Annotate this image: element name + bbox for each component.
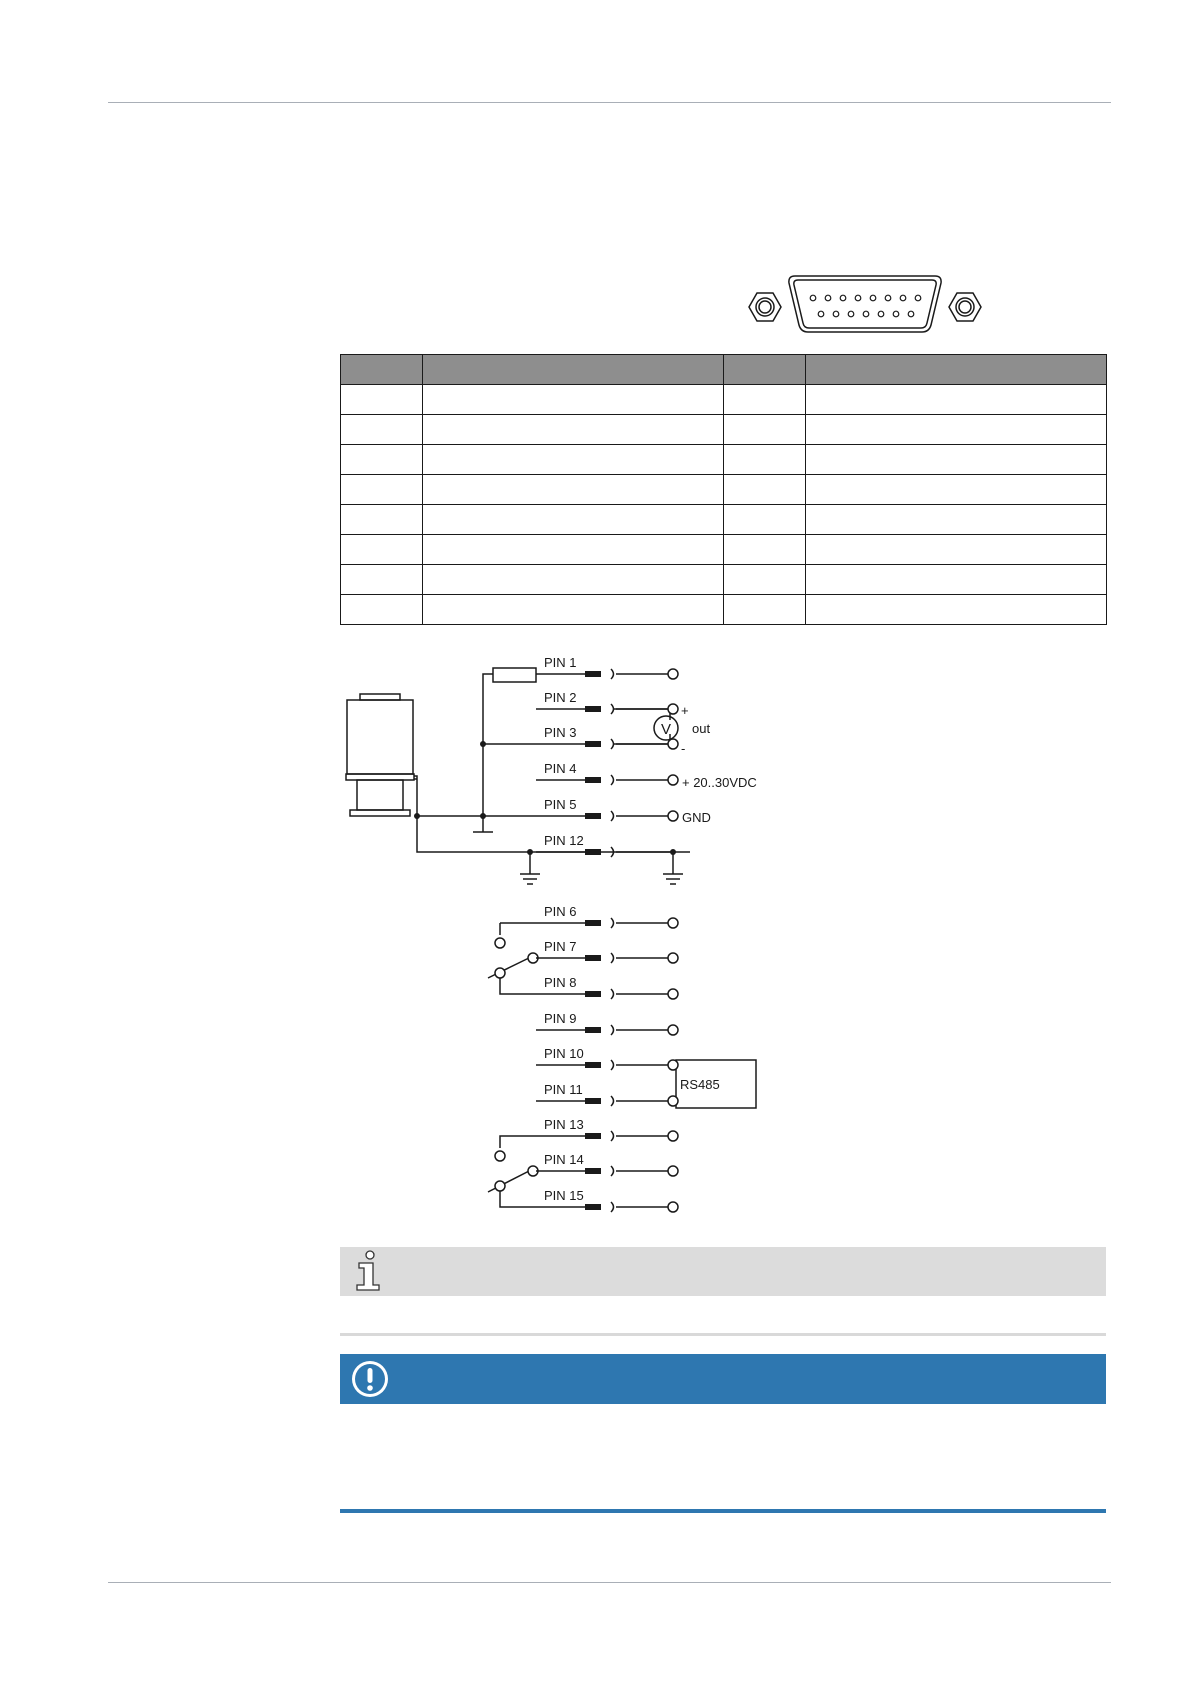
terminal: [668, 918, 678, 928]
connector-pin-hole: [810, 295, 816, 301]
terminal: [668, 811, 678, 821]
connector-pin-hole: [908, 311, 914, 317]
pin-label: PIN 12: [544, 833, 584, 848]
pin-label: PIN 1: [544, 655, 577, 670]
table-row: [341, 565, 1107, 595]
connector-pin-hole: [915, 295, 921, 301]
pin-contact: [585, 1062, 601, 1068]
table-cell: [341, 445, 423, 475]
table-cell: [341, 565, 423, 595]
connector-pin-hole: [833, 311, 839, 317]
table-cell: [423, 385, 724, 415]
connector-pin-hole: [855, 295, 861, 301]
pin-contact: [585, 741, 601, 747]
table-cell: [341, 385, 423, 415]
pin-contact: [585, 1027, 601, 1033]
table-cell: [423, 445, 724, 475]
terminal: [668, 1060, 678, 1070]
header-cell: [423, 355, 724, 385]
table-cell: [423, 565, 724, 595]
table-cell: [806, 415, 1107, 445]
pin-contact: [585, 777, 601, 783]
pin-contact: [585, 1168, 601, 1174]
table-row: [341, 505, 1107, 535]
table-cell: [423, 475, 724, 505]
table-row: [341, 535, 1107, 565]
terminal: [668, 953, 678, 963]
table-cell: [806, 505, 1107, 535]
pin-label: PIN 15: [544, 1188, 584, 1203]
table-cell: [724, 565, 806, 595]
connector-pin-hole: [870, 295, 876, 301]
pin-label: PIN 7: [544, 939, 577, 954]
table-cell: [724, 535, 806, 565]
exclamation-circle-icon: [350, 1359, 390, 1399]
info-icon: [352, 1249, 384, 1293]
table-cell: [341, 475, 423, 505]
bottom-rule: [108, 1582, 1111, 1583]
pin-contact: [585, 671, 601, 677]
table-cell: [341, 535, 423, 565]
notice-bottom-border: [340, 1509, 1106, 1513]
voltmeter-minus: -: [681, 741, 686, 756]
table-cell: [423, 595, 724, 625]
table-row: [341, 595, 1107, 625]
pin-label: PIN 2: [544, 690, 577, 705]
table-cell: [341, 505, 423, 535]
connector-pin-hole: [900, 295, 906, 301]
header-cell: [341, 355, 423, 385]
top-rule: [108, 102, 1111, 103]
table-cell: [724, 505, 806, 535]
pin-contact: [585, 813, 601, 819]
terminal: [668, 989, 678, 999]
connector-pin-hole: [863, 311, 869, 317]
pin-label: PIN 4: [544, 761, 577, 776]
terminal: [668, 1131, 678, 1141]
db15-connector-illustration: [745, 270, 985, 340]
gauge-body: [347, 700, 413, 774]
header-cell: [806, 355, 1107, 385]
connector-pin-hole: [825, 295, 831, 301]
table-row: [341, 445, 1107, 475]
voltmeter-plus: +: [681, 703, 689, 718]
table-cell: [423, 535, 724, 565]
pin-label: PIN 14: [544, 1152, 584, 1167]
gnd-label: GND: [682, 810, 711, 825]
rs485-label: RS485: [680, 1077, 720, 1092]
connector-pin-hole: [893, 311, 899, 317]
pin-assignment-table: [340, 354, 1107, 625]
table-cell: [341, 595, 423, 625]
table-cell: [724, 415, 806, 445]
terminal: [668, 775, 678, 785]
table-cell: [806, 535, 1107, 565]
connector-pin-hole: [885, 295, 891, 301]
table-cell: [724, 475, 806, 505]
table-cell: [341, 415, 423, 445]
pin-contact: [585, 920, 601, 926]
pin-label: PIN 10: [544, 1046, 584, 1061]
info-box: [340, 1247, 1106, 1296]
terminal: [668, 1202, 678, 1212]
table-row: [341, 475, 1107, 505]
table-cell: [806, 565, 1107, 595]
pin-label: PIN 9: [544, 1011, 577, 1026]
terminal: [668, 669, 678, 679]
table-cell: [724, 445, 806, 475]
header-cell: [724, 355, 806, 385]
connector-pin-hole: [848, 311, 854, 317]
wiring-schematic: [340, 652, 820, 1232]
pin-label: PIN 6: [544, 904, 577, 919]
table-cell: [423, 415, 724, 445]
table-row: [341, 415, 1107, 445]
pin-label: PIN 8: [544, 975, 577, 990]
supply-label: + 20..30VDC: [682, 775, 757, 790]
terminal: [668, 1166, 678, 1176]
terminal: [668, 1025, 678, 1035]
terminal: [668, 739, 678, 749]
table-cell: [806, 445, 1107, 475]
table-cell: [724, 595, 806, 625]
pin-contact: [585, 955, 601, 961]
pin-contact: [585, 991, 601, 997]
pin-label: PIN 13: [544, 1117, 584, 1132]
pin-label: PIN 3: [544, 725, 577, 740]
table-cell: [806, 385, 1107, 415]
table-header-row: [341, 355, 1107, 385]
table-row: [341, 385, 1107, 415]
pin-contact: [585, 1204, 601, 1210]
table-cell: [806, 595, 1107, 625]
terminal: [668, 1096, 678, 1106]
notice-bar: [340, 1354, 1106, 1404]
voltmeter-label: V: [660, 721, 672, 738]
notice-divider: [340, 1333, 1106, 1336]
resistor-symbol: [493, 668, 536, 682]
table-cell: [423, 505, 724, 535]
pin-contact: [585, 1098, 601, 1104]
pin-label: PIN 11: [544, 1082, 583, 1097]
connector-pin-hole: [818, 311, 824, 317]
pin-label: PIN 5: [544, 797, 577, 812]
pin-contact: [585, 849, 601, 855]
connector-pin-hole: [878, 311, 884, 317]
table-cell: [724, 385, 806, 415]
terminal: [668, 704, 678, 714]
table-cell: [806, 475, 1107, 505]
pin-contact: [585, 1133, 601, 1139]
out-label: out: [692, 721, 711, 736]
gauge-cap: [360, 694, 400, 700]
connector-pin-hole: [840, 295, 846, 301]
pin-contact: [585, 706, 601, 712]
